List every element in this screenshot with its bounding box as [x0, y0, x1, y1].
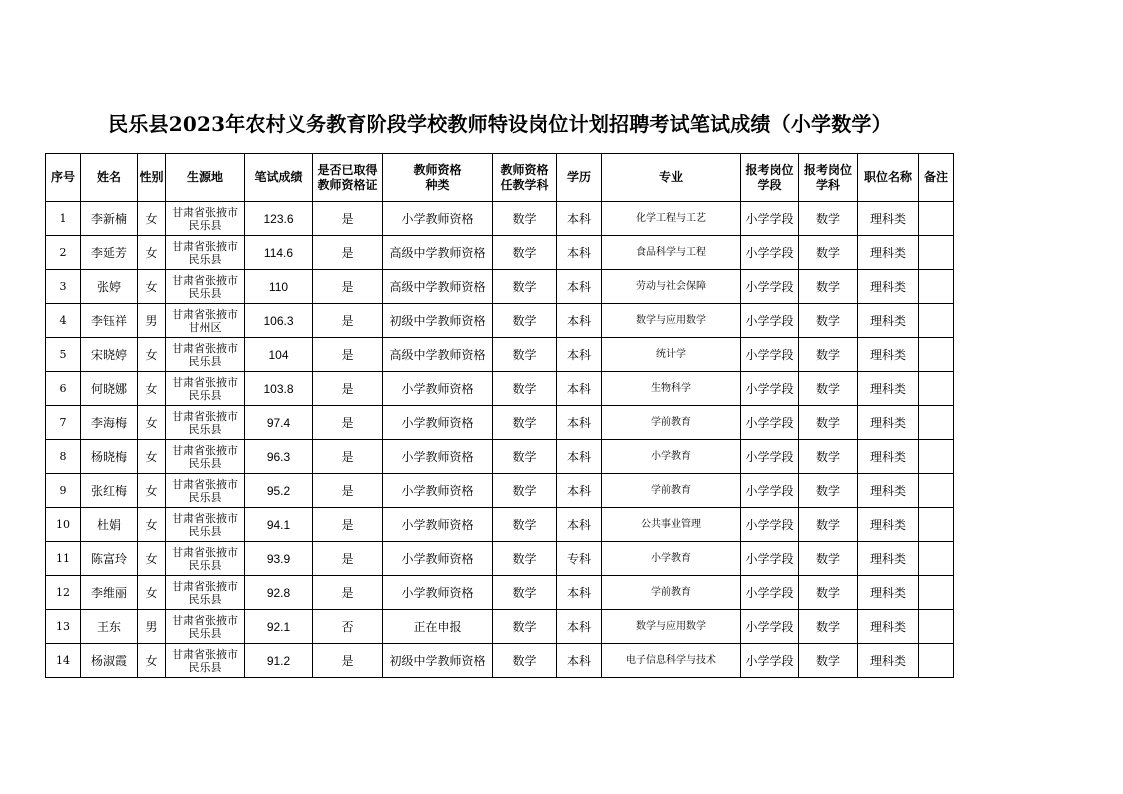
cell-note: [919, 202, 954, 236]
cell-seq: 5: [46, 338, 81, 372]
cell-origin: 甘肃省张掖市 民乐县: [166, 236, 245, 270]
cell-cert-type: 小学教师资格: [383, 508, 493, 542]
cell-position: 理科类: [858, 406, 919, 440]
cell-origin: 甘肃省张掖市 民乐县: [166, 474, 245, 508]
cell-position: 理科类: [858, 372, 919, 406]
table-row: [46, 508, 954, 542]
cell-gender: 女: [138, 644, 166, 678]
cell-cert-type: 高级中学教师资格: [383, 270, 493, 304]
table-row: [46, 610, 954, 644]
cell-position: 理科类: [858, 576, 919, 610]
header-gender: 性别: [138, 154, 166, 202]
cell-name: 杜娟: [81, 508, 138, 542]
cell-seq: 10: [46, 508, 81, 542]
cell-post-subject: 数学: [799, 576, 858, 610]
cell-education: 本科: [557, 576, 602, 610]
cell-note: [919, 270, 954, 304]
cell-post-stage: 小学学段: [741, 474, 799, 508]
cell-name: 李维丽: [81, 576, 138, 610]
cell-seq: 6: [46, 372, 81, 406]
cell-post-stage: 小学学段: [741, 372, 799, 406]
cell-major: 公共事业管理: [602, 508, 741, 542]
cell-post-stage: 小学学段: [741, 542, 799, 576]
cell-cert: 是: [313, 542, 383, 576]
cell-cert-subject: 数学: [493, 542, 557, 576]
cell-name: 宋晓婷: [81, 338, 138, 372]
table-row: [46, 576, 954, 610]
cell-score: 95.2: [245, 474, 313, 508]
cell-cert: 是: [313, 644, 383, 678]
cell-origin: 甘肃省张掖市 民乐县: [166, 202, 245, 236]
cell-origin: 甘肃省张掖市 民乐县: [166, 508, 245, 542]
cell-cert-subject: 数学: [493, 508, 557, 542]
cell-education: 本科: [557, 406, 602, 440]
cell-gender: 女: [138, 542, 166, 576]
cell-name: 李海梅: [81, 406, 138, 440]
cell-cert-type: 正在申报: [383, 610, 493, 644]
cell-gender: 女: [138, 576, 166, 610]
cell-position: 理科类: [858, 542, 919, 576]
cell-seq: 13: [46, 610, 81, 644]
cell-post-stage: 小学学段: [741, 576, 799, 610]
cell-gender: 女: [138, 372, 166, 406]
cell-gender: 女: [138, 270, 166, 304]
cell-cert: 是: [313, 508, 383, 542]
cell-cert-subject: 数学: [493, 576, 557, 610]
cell-post-stage: 小学学段: [741, 338, 799, 372]
cell-note: [919, 406, 954, 440]
cell-cert: 否: [313, 610, 383, 644]
cell-post-subject: 数学: [799, 304, 858, 338]
header-position: 职位名称: [858, 154, 919, 202]
cell-education: 本科: [557, 474, 602, 508]
cell-note: [919, 576, 954, 610]
cell-origin: 甘肃省张掖市 民乐县: [166, 610, 245, 644]
cell-note: [919, 542, 954, 576]
cell-seq: 14: [46, 644, 81, 678]
cell-note: [919, 610, 954, 644]
cell-post-subject: 数学: [799, 236, 858, 270]
cell-origin: 甘肃省张掖市 民乐县: [166, 576, 245, 610]
cell-note: [919, 372, 954, 406]
cell-score: 96.3: [245, 440, 313, 474]
cell-cert-type: 高级中学教师资格: [383, 236, 493, 270]
cell-cert-subject: 数学: [493, 610, 557, 644]
cell-post-subject: 数学: [799, 372, 858, 406]
cell-cert-subject: 数学: [493, 270, 557, 304]
cell-position: 理科类: [858, 474, 919, 508]
cell-gender: 女: [138, 202, 166, 236]
cell-name: 何晓娜: [81, 372, 138, 406]
header-score: 笔试成绩: [245, 154, 313, 202]
header-cert: 是否已取得 教师资格证: [313, 154, 383, 202]
cell-gender: 女: [138, 474, 166, 508]
cell-note: [919, 338, 954, 372]
cell-cert-subject: 数学: [493, 372, 557, 406]
cell-name: 李延芳: [81, 236, 138, 270]
cell-major: 生物科学: [602, 372, 741, 406]
cell-cert: 是: [313, 406, 383, 440]
header-education: 学历: [557, 154, 602, 202]
table-row: [46, 644, 954, 678]
cell-name: 张婷: [81, 270, 138, 304]
cell-education: 本科: [557, 304, 602, 338]
header-name: 姓名: [81, 154, 138, 202]
cell-major: 数学与应用数学: [602, 610, 741, 644]
table-row: [46, 406, 954, 440]
cell-name: 杨晓梅: [81, 440, 138, 474]
cell-position: 理科类: [858, 236, 919, 270]
cell-cert: 是: [313, 236, 383, 270]
cell-post-subject: 数学: [799, 270, 858, 304]
cell-major: 学前教育: [602, 576, 741, 610]
cell-position: 理科类: [858, 202, 919, 236]
cell-seq: 2: [46, 236, 81, 270]
cell-origin: 甘肃省张掖市 民乐县: [166, 372, 245, 406]
cell-post-stage: 小学学段: [741, 440, 799, 474]
cell-cert-type: 初级中学教师资格: [383, 644, 493, 678]
cell-score: 106.3: [245, 304, 313, 338]
cell-name: 杨淑霞: [81, 644, 138, 678]
header-post-subject: 报考岗位 学科: [799, 154, 858, 202]
cell-cert-subject: 数学: [493, 644, 557, 678]
cell-seq: 8: [46, 440, 81, 474]
cell-gender: 女: [138, 236, 166, 270]
cell-education: 本科: [557, 644, 602, 678]
cell-gender: 女: [138, 440, 166, 474]
cell-seq: 12: [46, 576, 81, 610]
cell-cert-subject: 数学: [493, 236, 557, 270]
cell-origin: 甘肃省张掖市 民乐县: [166, 542, 245, 576]
cell-position: 理科类: [858, 440, 919, 474]
cell-education: 本科: [557, 372, 602, 406]
table-row: [46, 202, 954, 236]
cell-education: 本科: [557, 610, 602, 644]
cell-origin: 甘肃省张掖市 民乐县: [166, 338, 245, 372]
cell-score: 94.1: [245, 508, 313, 542]
table-row: [46, 270, 954, 304]
cell-major: 小学教育: [602, 542, 741, 576]
cell-position: 理科类: [858, 508, 919, 542]
cell-post-subject: 数学: [799, 610, 858, 644]
cell-major: 统计学: [602, 338, 741, 372]
cell-score: 92.8: [245, 576, 313, 610]
cell-seq: 7: [46, 406, 81, 440]
cell-cert: 是: [313, 304, 383, 338]
cell-cert: 是: [313, 474, 383, 508]
table-body: [46, 202, 954, 678]
table-row: [46, 236, 954, 270]
cell-gender: 女: [138, 338, 166, 372]
cell-post-stage: 小学学段: [741, 406, 799, 440]
cell-gender: 男: [138, 304, 166, 338]
cell-gender: 女: [138, 508, 166, 542]
header-note: 备注: [919, 154, 954, 202]
cell-cert: 是: [313, 270, 383, 304]
cell-seq: 4: [46, 304, 81, 338]
cell-post-stage: 小学学段: [741, 508, 799, 542]
cell-post-subject: 数学: [799, 440, 858, 474]
cell-post-stage: 小学学段: [741, 270, 799, 304]
cell-seq: 1: [46, 202, 81, 236]
cell-cert-subject: 数学: [493, 440, 557, 474]
cell-education: 本科: [557, 202, 602, 236]
header-origin: 生源地: [166, 154, 245, 202]
cell-major: 电子信息科学与技术: [602, 644, 741, 678]
table-row: [46, 542, 954, 576]
cell-cert-subject: 数学: [493, 406, 557, 440]
cell-seq: 3: [46, 270, 81, 304]
cell-major: 数学与应用数学: [602, 304, 741, 338]
cell-post-subject: 数学: [799, 508, 858, 542]
cell-cert-type: 小学教师资格: [383, 406, 493, 440]
cell-note: [919, 236, 954, 270]
cell-position: 理科类: [858, 644, 919, 678]
cell-cert-type: 小学教师资格: [383, 202, 493, 236]
cell-post-subject: 数学: [799, 406, 858, 440]
header-cert-subject: 教师资格 任教学科: [493, 154, 557, 202]
cell-major: 小学教育: [602, 440, 741, 474]
cell-education: 本科: [557, 508, 602, 542]
cell-note: [919, 508, 954, 542]
cell-major: 化学工程与工艺: [602, 202, 741, 236]
cell-cert-subject: 数学: [493, 474, 557, 508]
cell-position: 理科类: [858, 270, 919, 304]
score-table: [45, 153, 954, 678]
cell-major: 食品科学与工程: [602, 236, 741, 270]
cell-cert: 是: [313, 202, 383, 236]
cell-major: 学前教育: [602, 406, 741, 440]
cell-gender: 女: [138, 406, 166, 440]
cell-post-subject: 数学: [799, 474, 858, 508]
cell-score: 91.2: [245, 644, 313, 678]
cell-name: 陈富玲: [81, 542, 138, 576]
cell-score: 104: [245, 338, 313, 372]
cell-note: [919, 440, 954, 474]
cell-education: 本科: [557, 338, 602, 372]
header-seq: 序号: [46, 154, 81, 202]
cell-score: 97.4: [245, 406, 313, 440]
cell-position: 理科类: [858, 610, 919, 644]
cell-cert-type: 小学教师资格: [383, 372, 493, 406]
table-row: [46, 372, 954, 406]
page-title: 民乐县2023年农村义务教育阶段学校教师特设岗位计划招聘考试笔试成绩（小学数学）: [108, 112, 892, 136]
cell-origin: 甘肃省张掖市 甘州区: [166, 304, 245, 338]
cell-seq: 9: [46, 474, 81, 508]
table-row: [46, 474, 954, 508]
cell-note: [919, 644, 954, 678]
cell-cert: 是: [313, 372, 383, 406]
cell-education: 专科: [557, 542, 602, 576]
cell-post-stage: 小学学段: [741, 610, 799, 644]
header-cert-type: 教师资格 种类: [383, 154, 493, 202]
cell-name: 李钰祥: [81, 304, 138, 338]
cell-name: 王东: [81, 610, 138, 644]
cell-cert-type: 小学教师资格: [383, 542, 493, 576]
cell-post-subject: 数学: [799, 338, 858, 372]
cell-cert-type: 小学教师资格: [383, 576, 493, 610]
cell-position: 理科类: [858, 338, 919, 372]
cell-cert-subject: 数学: [493, 338, 557, 372]
cell-name: 张红梅: [81, 474, 138, 508]
cell-score: 93.9: [245, 542, 313, 576]
table-row: [46, 440, 954, 474]
cell-cert-type: 初级中学教师资格: [383, 304, 493, 338]
header-row: [46, 154, 954, 202]
header-post-stage: 报考岗位 学段: [741, 154, 799, 202]
cell-post-stage: 小学学段: [741, 304, 799, 338]
cell-gender: 男: [138, 610, 166, 644]
cell-post-subject: 数学: [799, 644, 858, 678]
cell-origin: 甘肃省张掖市 民乐县: [166, 270, 245, 304]
cell-origin: 甘肃省张掖市 民乐县: [166, 406, 245, 440]
table-row: [46, 338, 954, 372]
cell-score: 114.6: [245, 236, 313, 270]
cell-origin: 甘肃省张掖市 民乐县: [166, 644, 245, 678]
cell-score: 123.6: [245, 202, 313, 236]
cell-note: [919, 474, 954, 508]
cell-note: [919, 304, 954, 338]
cell-major: 劳动与社会保障: [602, 270, 741, 304]
table-row: [46, 304, 954, 338]
cell-education: 本科: [557, 236, 602, 270]
cell-post-subject: 数学: [799, 542, 858, 576]
cell-cert-type: 高级中学教师资格: [383, 338, 493, 372]
cell-cert-subject: 数学: [493, 304, 557, 338]
cell-position: 理科类: [858, 304, 919, 338]
cell-education: 本科: [557, 270, 602, 304]
cell-cert: 是: [313, 338, 383, 372]
cell-cert-type: 小学教师资格: [383, 474, 493, 508]
cell-origin: 甘肃省张掖市 民乐县: [166, 440, 245, 474]
cell-score: 92.1: [245, 610, 313, 644]
cell-seq: 11: [46, 542, 81, 576]
cell-post-stage: 小学学段: [741, 202, 799, 236]
cell-score: 110: [245, 270, 313, 304]
cell-post-subject: 数学: [799, 202, 858, 236]
cell-post-stage: 小学学段: [741, 644, 799, 678]
cell-cert: 是: [313, 440, 383, 474]
header-major: 专业: [602, 154, 741, 202]
cell-post-stage: 小学学段: [741, 236, 799, 270]
cell-education: 本科: [557, 440, 602, 474]
cell-cert: 是: [313, 576, 383, 610]
cell-score: 103.8: [245, 372, 313, 406]
cell-major: 学前教育: [602, 474, 741, 508]
cell-name: 李新楠: [81, 202, 138, 236]
cell-cert-type: 小学教师资格: [383, 440, 493, 474]
cell-cert-subject: 数学: [493, 202, 557, 236]
